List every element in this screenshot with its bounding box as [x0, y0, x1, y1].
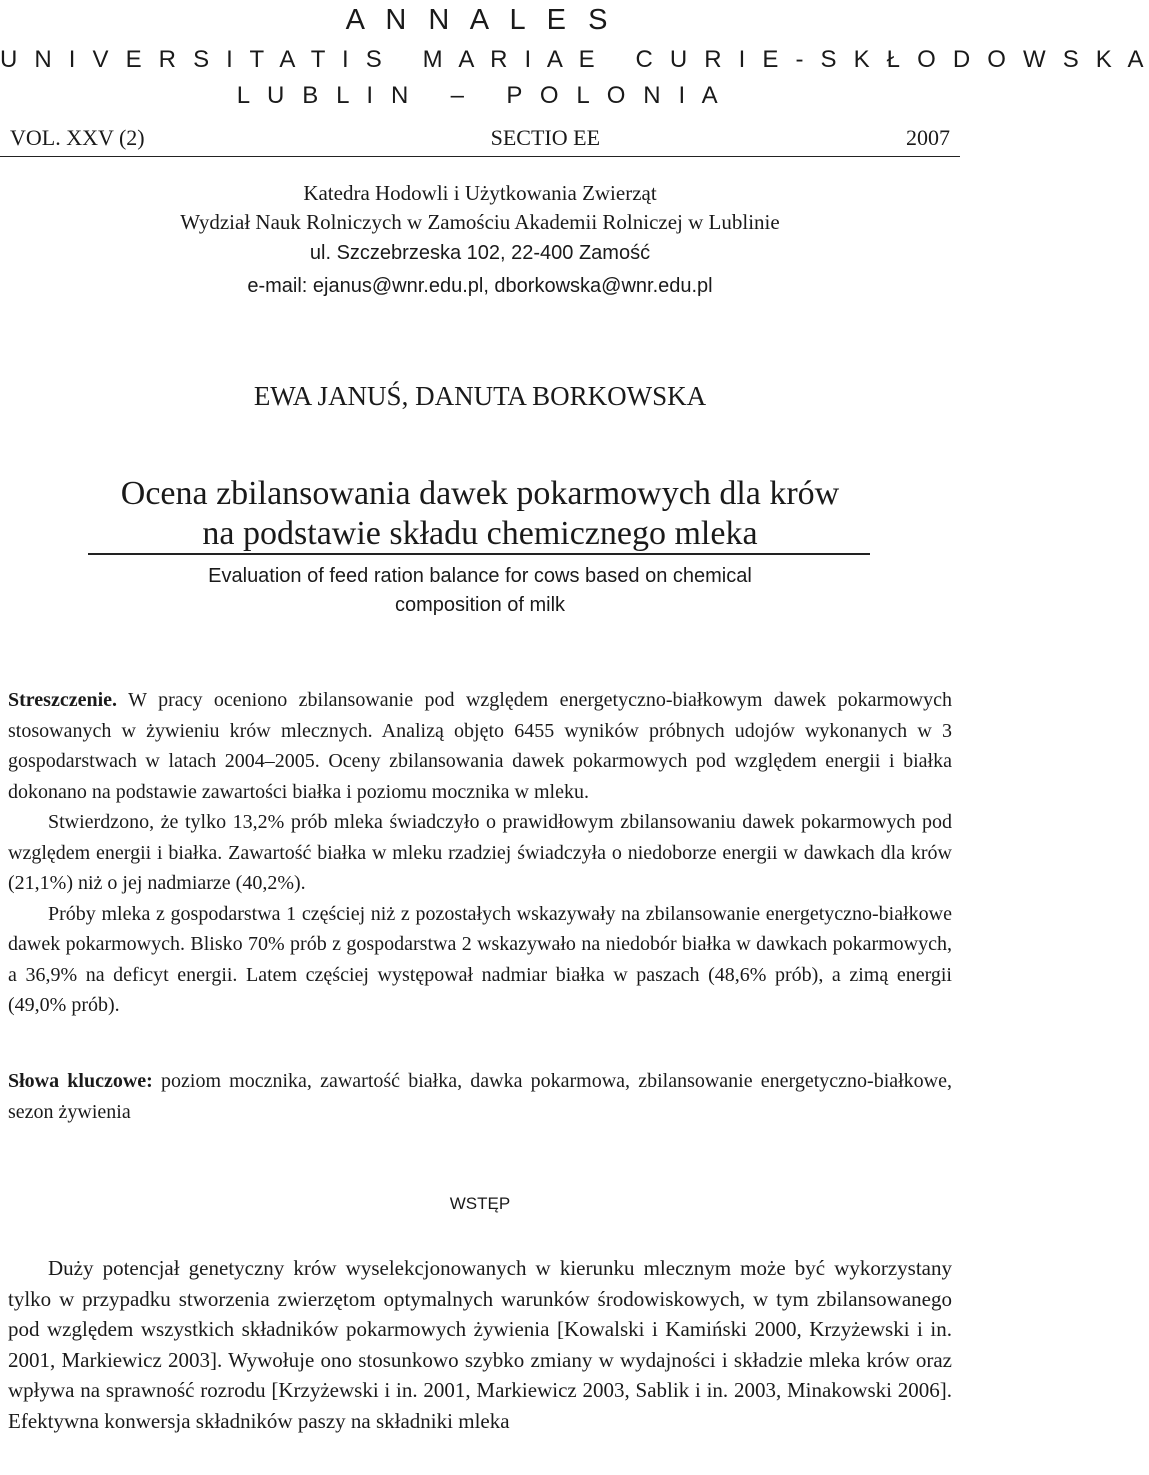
section-heading: WSTĘP — [449, 1194, 511, 1213]
sectio-label: SECTIO EE — [490, 125, 601, 150]
volume-label: VOL. XXV (2) — [10, 125, 145, 150]
volume-row — [10, 125, 950, 151]
keywords — [8, 1066, 952, 1127]
city-country: L U B L I N – P O L O N I A — [236, 82, 724, 109]
header-divider — [0, 156, 960, 157]
university-name: U N I V E R S I T A T I S M A R I A E C U R I E - S K Ł O D O W S K A — [0, 46, 1149, 73]
address: ul. Szczebrzeska 102, 22-400 Zamość — [309, 242, 651, 264]
year-label: 2007 — [906, 125, 950, 150]
title-line-1: Ocena zbilansowania dawek pokarmowych dla krów — [120, 475, 840, 512]
english-title-line-1: Evaluation of feed ration balance for cows based on chemical — [208, 565, 752, 587]
keywords-text: poziom mocznika, zawartość białka, dawka pokarmowa, zbilansowanie energetyczno-białkowe, sezon żywienia — [8, 1070, 952, 1123]
department: Katedra Hodowli i Użytkowania Zwierząt — [303, 181, 657, 205]
title-divider — [88, 553, 870, 555]
abstract-paragraph-1: Streszczenie. W pracy oceniono zbilansowanie pod względem energetyczno-białkowym dawek pokarmowych stosowanych w żywieniu krów mlecznych. Analizą objęto 6455 wyników próbnych udojów wykonanych w 3 gospodarstwach w latach 2004–2005. Oceny zbilansowania dawek pokarmowych pod względem energii i białka dokonano na podstawie zawartości białka i poziomu mocznika w mleku. — [8, 689, 952, 803]
authors: EWA JANUŚ, DANUTA BORKOWSKA — [253, 381, 707, 411]
title-line-2: na podstawie składu chemicznego mleka — [202, 515, 758, 552]
faculty: Wydział Nauk Rolniczych w Zamościu Akademii Rolniczej w Lublinie — [180, 210, 780, 234]
journal-title: A N N A L E S — [345, 4, 615, 36]
abstract-paragraph-3: Próby mleka z gospodarstwa 1 częściej niż z pozostałych wskazywały na zbilansowanie energetyczno-białkowe dawek pokarmowych. Blisko 70% prób z gospodarstwa 2 wskazywało na niedobór białka w dawkach pokarmowych, a 36,9% na deficyt energii. Latem częściej występował nadmiar białka w paszach (48,6% prób), a zimą energii (49,0% prób). — [8, 902, 952, 1016]
intro-paragraph: Duży potencjał genetyczny krów wyselekcjonowanych w kierunku mlecznym może być wykorzystany tylko w przypadku stworzenia zwierzętom optymalnych warunków środowiskowych, w tym zbilansowanego pod względem wszystkich składników pokarmowych żywienia [Kowalski i Kamiński 2000, Krzyżewski i in. 2001, Markiewicz 2003]. Wywołuje ono stosunkowo szybko zmiany w wydajności i składzie mleka krów oraz wpływa na sprawność rozrodu [Krzyżewski i in. 2001, Markiewicz 2003, Sablik i in. 2003, Minakowski 2006]. Efektywna konwersja składników paszy na składniki mleka — [8, 1256, 952, 1433]
english-title-line-2: composition of milk — [394, 594, 566, 616]
abstract — [8, 685, 952, 1021]
keywords-label: Słowa kluczowe: — [8, 1070, 153, 1092]
abstract-label: Streszczenie. — [8, 689, 118, 711]
abstract-paragraph-2: Stwierdzono, że tylko 13,2% prób mleka świadczyło o prawidłowym zbilansowaniu dawek pokarmowych pod względem energii i białka. Zawartość białka w mleku rzadziej świadczyła o niedoborze energii w dawkach dla krów (21,1%) niż o jej nadmiarze (40,2%). — [8, 811, 952, 894]
email-line: e-mail: ejanus@wnr.edu.pl, dborkowska@wnr.edu.pl — [247, 275, 713, 297]
